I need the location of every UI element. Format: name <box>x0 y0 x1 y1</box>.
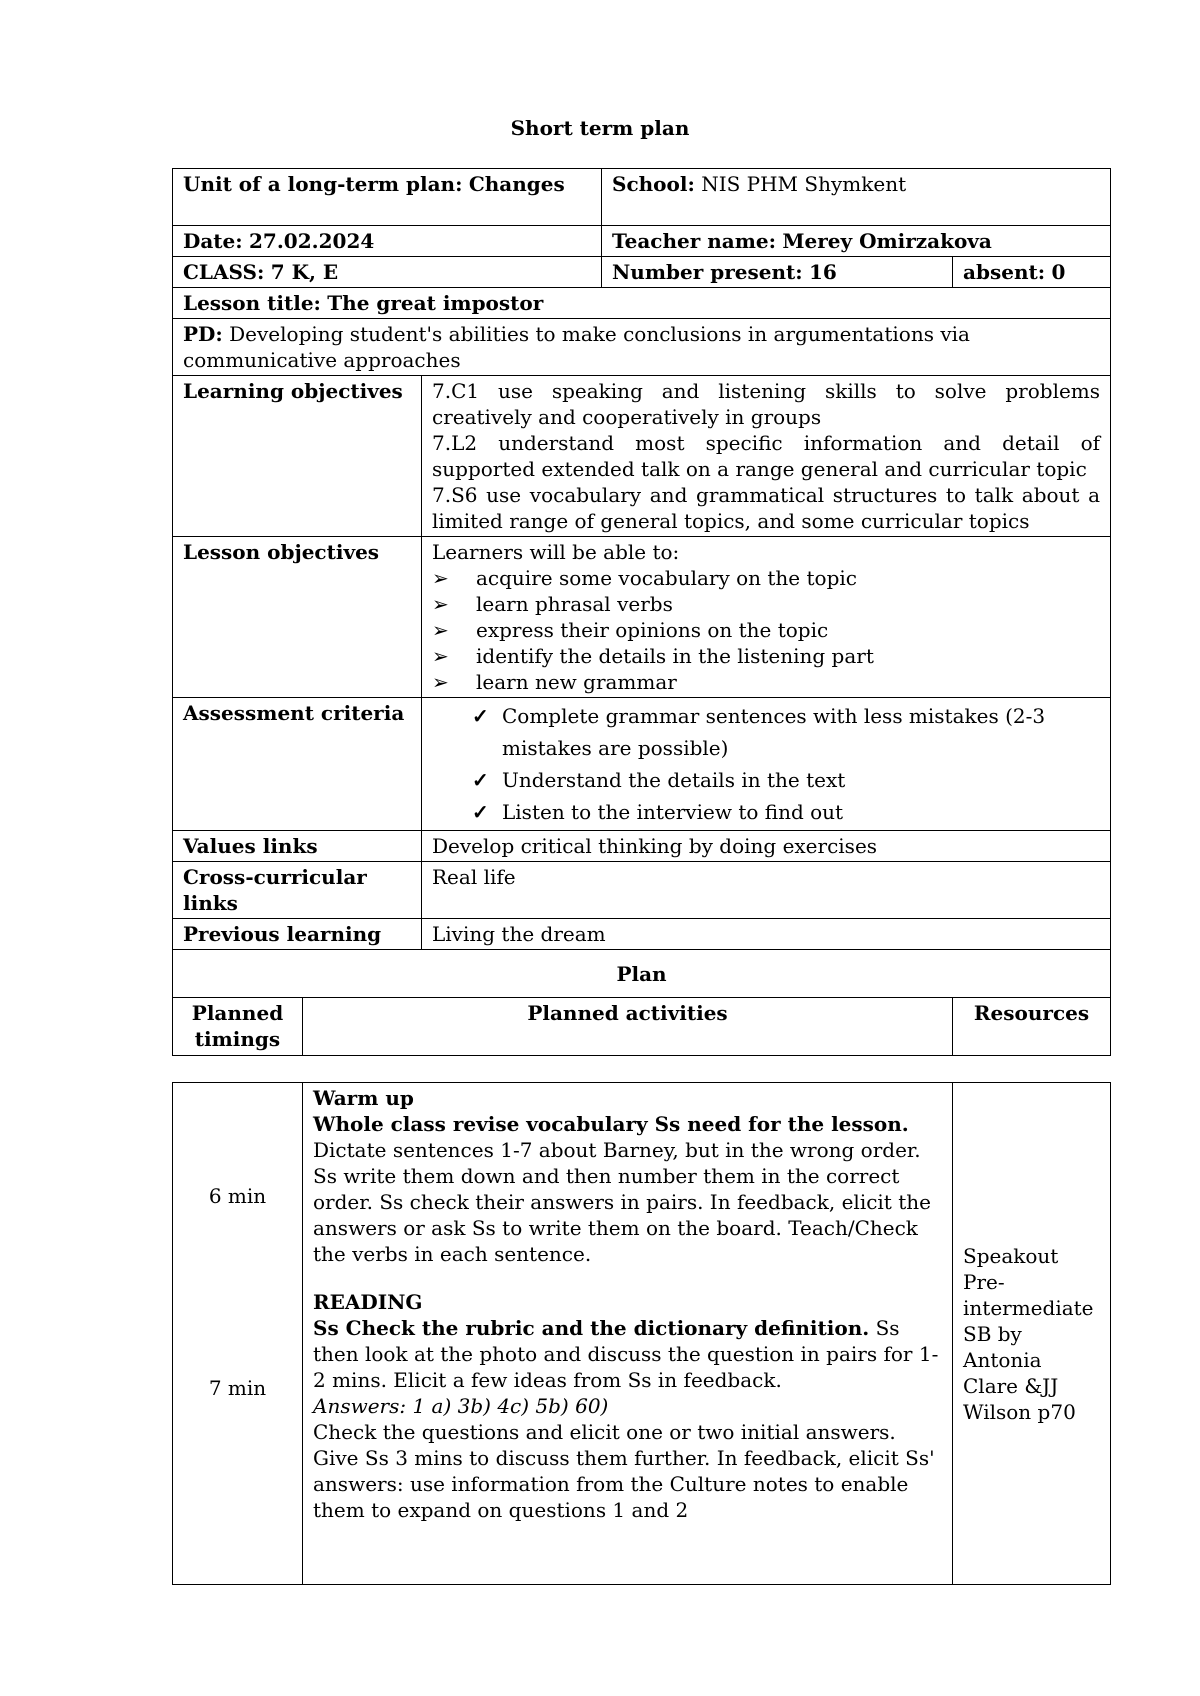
present-value: 16 <box>808 260 837 284</box>
lesson-objectives-cell <box>422 537 1111 698</box>
answers-text: Answers: 1 a) 3b) 4c) 5b) 60) <box>313 1394 609 1418</box>
absent-label: absent: <box>963 260 1046 284</box>
col-activities-header: Planned activities <box>303 998 953 1056</box>
teacher-cell <box>602 226 1111 257</box>
reading-title: READING <box>313 1290 423 1314</box>
warmup-bold: Whole class revise vocabulary Ss need for the lesson. <box>313 1112 909 1136</box>
learning-objective-item: 7.L2 understand most specific information and detail of supported extended talk on a range general and curricular topic <box>432 431 1101 481</box>
values-links-label: Values links <box>173 831 422 862</box>
learning-objectives-cell <box>422 376 1111 537</box>
date-label: Date: <box>183 229 243 253</box>
list-item: ✓ Listen to the interview to find out <box>472 796 1100 828</box>
lesson-objectives-list <box>432 565 1100 695</box>
timings-cell <box>173 1083 303 1585</box>
learning-objectives-label: Learning objectives <box>173 376 422 537</box>
lesson-title-cell <box>173 288 1111 319</box>
pd-label: PD: <box>183 322 223 346</box>
pd-value: Developing student's abilities to make conclusions in argumentations via communicative approaches <box>183 322 970 372</box>
unit-cell <box>173 169 602 226</box>
col-timings-header: Planned timings <box>173 998 303 1056</box>
class-label: CLASS: <box>183 260 265 284</box>
list-item: ➢ acquire some vocabulary on the topic <box>432 565 1100 591</box>
reading-paragraph <box>313 1315 942 1393</box>
absent-cell <box>953 257 1111 288</box>
class-cell <box>173 257 602 288</box>
class-value: 7 K, E <box>270 260 339 284</box>
list-item: ✓ Complete grammar sentences with less mistakes (2-3 mistakes are possible) <box>472 700 1100 764</box>
values-links-value: Develop critical thinking by doing exercises <box>422 831 1111 862</box>
page-title: Short term plan <box>510 116 690 140</box>
date-value: 27.02.2024 <box>249 229 375 253</box>
teacher-value: Merey Omirzakova <box>782 229 992 253</box>
activities-cell <box>303 1083 953 1585</box>
plan-heading: Plan <box>173 950 1111 998</box>
list-item: ➢ learn phrasal verbs <box>432 591 1100 617</box>
learning-objective-item: 7.S6 use vocabulary and grammatical structures to talk about a limited range of general topics, and some curricular topics <box>432 483 1101 533</box>
timing-2: 7 min <box>208 1376 267 1400</box>
activities-table <box>172 1082 1111 1585</box>
school-value: NIS PHM Shymkent <box>701 172 907 196</box>
unit-value: Changes <box>468 172 565 196</box>
school-cell <box>602 169 1111 226</box>
present-label: Number present: <box>612 260 803 284</box>
warmup-text: Dictate sentences 1-7 about Barney, but in the wrong order. Ss write them down and then number them in the correct order. Ss check their answers in pairs. In feedback, elicit the answers or ask Ss to write them on the board. Teach/Check the verbs in each sentence. <box>313 1138 931 1266</box>
pd-cell <box>173 319 1111 376</box>
learning-objective-item: 7.C1 use speaking and listening skills to solve problems creatively and cooperatively in groups <box>432 379 1101 429</box>
warmup-title: Warm up <box>313 1086 414 1110</box>
absent-value: 0 <box>1051 260 1066 284</box>
cross-curricular-value: Real life <box>422 862 1111 919</box>
list-item: ➢ learn new grammar <box>432 669 1100 695</box>
assessment-cell <box>422 698 1111 831</box>
timing-1: 6 min <box>208 1184 267 1208</box>
assessment-list <box>432 700 1100 828</box>
present-cell <box>602 257 953 288</box>
date-cell <box>173 226 602 257</box>
assessment-label: Assessment criteria <box>173 698 422 831</box>
reading-text-2: Check the questions and elicit one or two initial answers. Give Ss 3 mins to discuss them further. In feedback, elicit Ss' answers: use information from the Culture notes to enable them to expand on questions 1 and 2 <box>313 1420 935 1522</box>
previous-learning-value: Living the dream <box>422 919 1111 950</box>
lesson-title-label: Lesson title: <box>183 291 321 315</box>
col-resources-header: Resources <box>953 998 1111 1056</box>
list-item: ➢ express their opinions on the topic <box>432 617 1100 643</box>
previous-learning-label: Previous learning <box>173 919 422 950</box>
reading-text: Ss then look at the photo and discuss the question in pairs for 1-2 mins. Elicit a few ideas from Ss in feedback. <box>313 1316 939 1392</box>
lesson-title-value: The great impostor <box>327 291 544 315</box>
list-item: ✓ Understand the details in the text <box>472 764 1100 796</box>
reading-bold: Ss Check the rubric and the dictionary definition. <box>313 1316 870 1340</box>
cross-curricular-label: Cross-curricular links <box>173 862 422 919</box>
resources-cell: Speakout Pre-intermediate SB by Antonia Clare &JJ Wilson p70 <box>953 1083 1111 1585</box>
school-label: School: <box>612 172 695 196</box>
lesson-objectives-intro: Learners will be able to: <box>432 540 680 564</box>
teacher-label: Teacher name: <box>612 229 776 253</box>
plan-header-table <box>172 168 1111 1056</box>
list-item: ➢ identify the details in the listening part <box>432 643 1100 669</box>
lesson-objectives-label: Lesson objectives <box>173 537 422 698</box>
unit-label: Unit of a long-term plan: <box>183 172 463 196</box>
